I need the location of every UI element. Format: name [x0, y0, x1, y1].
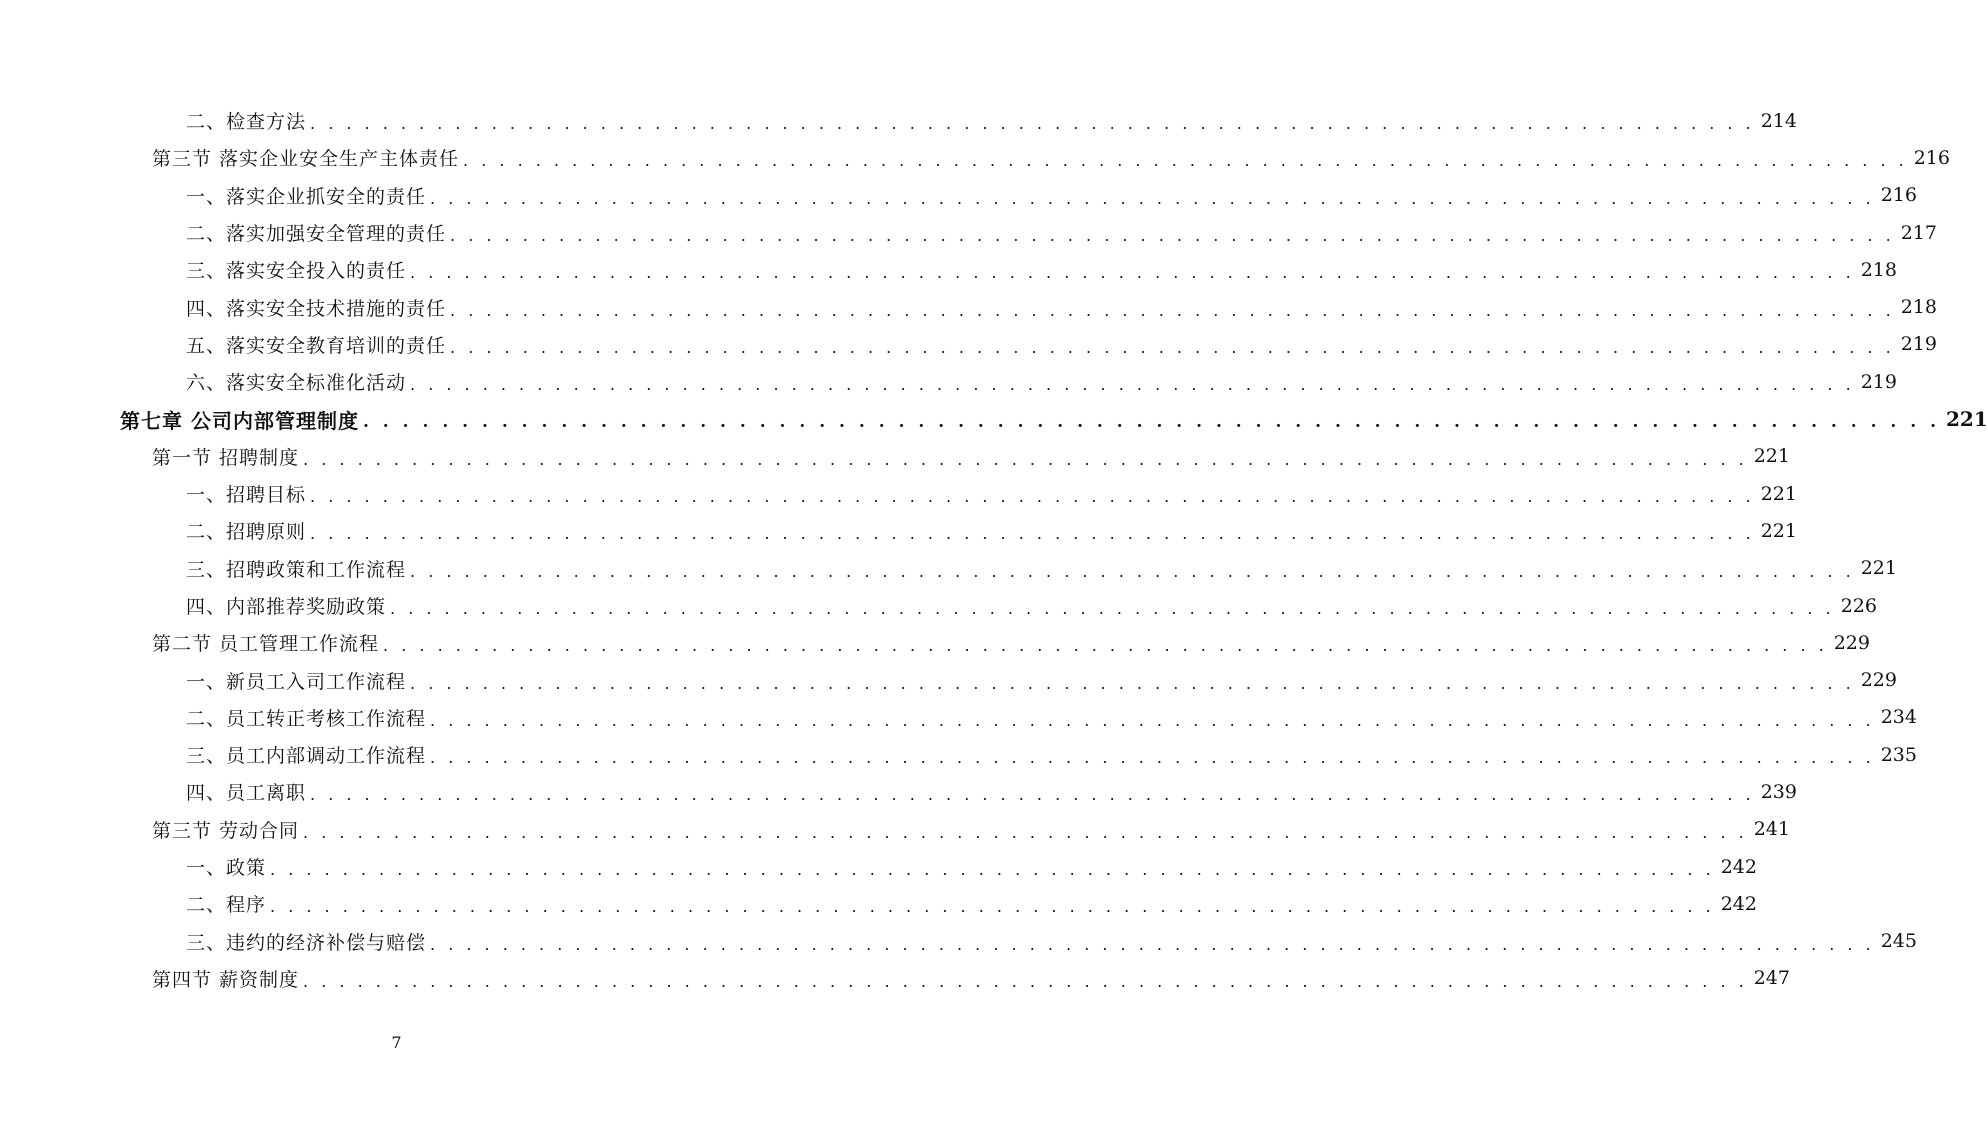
- toc-section-entry[interactable]: [0, 960, 1790, 997]
- toc-subsection-entry[interactable]: [0, 512, 1797, 549]
- toc-subsection-entry[interactable]: [0, 550, 1897, 587]
- toc-entry-page: 221: [1946, 407, 1988, 432]
- toc-entry-title: 一、新员工入司工作流程: [186, 670, 407, 693]
- dot-leader: . . . . . . . . . . . . . . . . . . . . . . . . . . . . . . . . . . . . . . . . . . . . . . . . . . . . . . . . . . . . . . . . . . . . . . . . . . . . . . . .: [463, 151, 1908, 171]
- dot-leader: . . . . . . . . . . . . . . . . . . . . . . . . . . . . . . . . . . . . . . . . . . . . . . . . . . . . . . . . . . . . . . . . . . . . . . . . . . . . . . . .: [362, 412, 1941, 433]
- dot-leader: . . . . . . . . . . . . . . . . . . . . . . . . . . . . . . . . . . . . . . . . . . . . . . . . . . . . . . . . . . . . . . . . . . . . . . . . . . . . . . . .: [430, 934, 1875, 954]
- dot-leader: . . . . . . . . . . . . . . . . . . . . . . . . . . . . . . . . . . . . . . . . . . . . . . . . . . . . . . . . . . . . . . . . . . . . . . . . . . . . . . . .: [410, 375, 1855, 395]
- toc-entry-title: 三、违约的经济补偿与赔偿: [186, 931, 427, 954]
- toc-subsection-entry[interactable]: [0, 699, 1917, 736]
- toc-subsection-entry[interactable]: [0, 661, 1897, 698]
- toc-entry-page: 229: [1833, 631, 1870, 654]
- toc-entry-page: 221: [1860, 557, 1897, 580]
- toc-entry-title: 五、落实安全教育培训的责任: [186, 334, 447, 357]
- toc-subsection-entry[interactable]: [0, 923, 1917, 960]
- dot-leader: . . . . . . . . . . . . . . . . . . . . . . . . . . . . . . . . . . . . . . . . . . . . . . . . . . . . . . . . . . . . . . . . . . . . . . . . . . . . . . . .: [303, 449, 1748, 469]
- toc-entry-title: 第一节 招聘制度: [152, 446, 300, 469]
- dot-leader: . . . . . . . . . . . . . . . . . . . . . . . . . . . . . . . . . . . . . . . . . . . . . . . . . . . . . . . . . . . . . . . . . . . . . . . . . . . . . . . .: [430, 188, 1875, 208]
- toc-subsection-entry[interactable]: [0, 177, 1917, 214]
- toc-entry-page: 221: [1760, 519, 1797, 542]
- toc-entry-title: 四、内部推荐奖励政策: [186, 596, 387, 618]
- toc-section-entry[interactable]: [0, 139, 1950, 176]
- toc-subsection-entry[interactable]: [0, 475, 1797, 512]
- toc-entry-title: 二、落实加强安全管理的责任: [186, 223, 447, 246]
- toc-entry-title: 四、落实安全技术措施的责任: [186, 297, 447, 320]
- toc-subsection-entry[interactable]: [0, 102, 1797, 139]
- toc-subsection-entry[interactable]: [0, 736, 1917, 773]
- toc-subsection-entry[interactable]: [0, 288, 1937, 325]
- toc-entry-title: 第七章 公司内部管理制度: [120, 408, 359, 433]
- dot-leader: . . . . . . . . . . . . . . . . . . . . . . . . . . . . . . . . . . . . . . . . . . . . . . . . . . . . . . . . . . . . . . . . . . . . . . . . . . . . . . . .: [390, 599, 1835, 618]
- toc-entry-page: 216: [1913, 146, 1950, 169]
- toc-entry-title: 二、招聘原则: [186, 521, 307, 544]
- toc-entry-title: 第三节 落实企业安全生产主体责任: [152, 148, 460, 171]
- toc-entry-page: 234: [1880, 706, 1917, 729]
- toc-entry-title: 第三节 劳动合同: [152, 819, 300, 842]
- toc-section-entry[interactable]: [0, 438, 1790, 475]
- dot-leader: . . . . . . . . . . . . . . . . . . . . . . . . . . . . . . . . . . . . . . . . . . . . . . . . . . . . . . . . . . . . . . . . . . . . . . . . . . . . . . . .: [270, 860, 1715, 880]
- toc-entry-page: 235: [1880, 743, 1917, 766]
- dot-leader: . . . . . . . . . . . . . . . . . . . . . . . . . . . . . . . . . . . . . . . . . . . . . . . . . . . . . . . . . . . . . . . . . . . . . . . . . . . . . . . .: [270, 897, 1715, 917]
- dot-leader: . . . . . . . . . . . . . . . . . . . . . . . . . . . . . . . . . . . . . . . . . . . . . . . . . . . . . . . . . . . . . . . . . . . . . . . . . . . . . . . .: [430, 710, 1875, 730]
- toc-entry-page: 226: [1840, 594, 1877, 617]
- toc-entry-page: 218: [1860, 258, 1897, 281]
- toc-entry-title: 一、落实企业抓安全的责任: [186, 185, 427, 208]
- toc-subsection-entry[interactable]: [0, 773, 1797, 810]
- toc-subsection-entry[interactable]: [0, 885, 1757, 922]
- toc-subsection-entry[interactable]: [0, 363, 1897, 400]
- toc-entry-title: 第四节 薪资制度: [152, 968, 300, 991]
- dot-leader: . . . . . . . . . . . . . . . . . . . . . . . . . . . . . . . . . . . . . . . . . . . . . . . . . . . . . . . . . . . . . . . . . . . . . . . . . . . . . . . .: [303, 822, 1748, 842]
- dot-leader: . . . . . . . . . . . . . . . . . . . . . . . . . . . . . . . . . . . . . . . . . . . . . . . . . . . . . . . . . . . . . . . . . . . . . . . . . . . . . . . .: [430, 748, 1875, 768]
- toc-entry-page: 217: [1900, 221, 1937, 244]
- toc-section-entry[interactable]: [0, 811, 1790, 848]
- toc-entry-title: 二、员工转正考核工作流程: [186, 707, 427, 730]
- dot-leader: . . . . . . . . . . . . . . . . . . . . . . . . . . . . . . . . . . . . . . . . . . . . . . . . . . . . . . . . . . . . . . . . . . . . . . . . . . . . . . . .: [303, 971, 1748, 991]
- toc-subsection-entry[interactable]: [0, 848, 1757, 885]
- toc-section-entry[interactable]: [0, 624, 1870, 661]
- dot-leader: . . . . . . . . . . . . . . . . . . . . . . . . . . . . . . . . . . . . . . . . . . . . . . . . . . . . . . . . . . . . . . . . . . . . . . . . . . . . . . . .: [310, 114, 1755, 134]
- dot-leader: . . . . . . . . . . . . . . . . . . . . . . . . . . . . . . . . . . . . . . . . . . . . . . . . . . . . . . . . . . . . . . . . . . . . . . . . . . . . . . . .: [450, 226, 1895, 246]
- toc-entry-title: 二、检查方法: [186, 111, 307, 134]
- toc-entry-page: 219: [1860, 370, 1897, 393]
- toc-entry-page: 241: [1753, 818, 1790, 841]
- toc-subsection-entry[interactable]: [0, 587, 1877, 624]
- dot-leader: . . . . . . . . . . . . . . . . . . . . . . . . . . . . . . . . . . . . . . . . . . . . . . . . . . . . . . . . . . . . . . . . . . . . . . . . . . . . . . . .: [410, 263, 1855, 283]
- dot-leader: . . . . . . . . . . . . . . . . . . . . . . . . . . . . . . . . . . . . . . . . . . . . . . . . . . . . . . . . . . . . . . . . . . . . . . . . . . . . . . . .: [410, 673, 1855, 693]
- toc-chapter-entry[interactable]: [0, 400, 1988, 437]
- toc-entry-page: 219: [1900, 333, 1937, 356]
- toc-entry-title: 第二节 员工管理工作流程: [152, 633, 380, 656]
- toc-entry-page: 242: [1720, 855, 1757, 878]
- dot-leader: . . . . . . . . . . . . . . . . . . . . . . . . . . . . . . . . . . . . . . . . . . . . . . . . . . . . . . . . . . . . . . . . . . . . . . . . . . . . . . . .: [310, 785, 1755, 805]
- toc-entry-page: 218: [1900, 296, 1937, 319]
- dot-leader: . . . . . . . . . . . . . . . . . . . . . . . . . . . . . . . . . . . . . . . . . . . . . . . . . . . . . . . . . . . . . . . . . . . . . . . . . . . . . . . .: [450, 337, 1895, 357]
- toc-entry-page: 221: [1753, 445, 1790, 468]
- toc-entry-page: 242: [1720, 892, 1757, 915]
- toc-subsection-entry[interactable]: [0, 326, 1937, 363]
- toc-subsection-entry[interactable]: [0, 214, 1937, 251]
- dot-leader: . . . . . . . . . . . . . . . . . . . . . . . . . . . . . . . . . . . . . . . . . . . . . . . . . . . . . . . . . . . . . . . . . . . . . . . . . . . . . . . .: [410, 561, 1855, 581]
- toc-entry-page: 245: [1880, 930, 1917, 953]
- toc-entry-page: 229: [1860, 669, 1897, 692]
- toc-entry-title: 四、员工离职: [186, 782, 307, 805]
- toc-entry-title: 一、招聘目标: [186, 484, 307, 507]
- toc-entry-page: 214: [1760, 109, 1797, 132]
- table-of-contents: [0, 102, 1988, 997]
- toc-entry-page: 239: [1760, 780, 1797, 803]
- toc-entry-title: 二、程序: [186, 894, 267, 917]
- toc-entry-title: 六、落实安全标准化活动: [186, 372, 407, 395]
- toc-entry-page: 216: [1880, 184, 1917, 207]
- toc-entry-title: 三、员工内部调动工作流程: [186, 745, 427, 768]
- page-number: 7: [391, 1033, 402, 1052]
- toc-entry-title: 三、招聘政策和工作流程: [186, 558, 407, 581]
- toc-subsection-entry[interactable]: [0, 251, 1897, 288]
- dot-leader: . . . . . . . . . . . . . . . . . . . . . . . . . . . . . . . . . . . . . . . . . . . . . . . . . . . . . . . . . . . . . . . . . . . . . . . . . . . . . . . .: [450, 300, 1895, 320]
- toc-entry-title: 三、落实安全投入的责任: [186, 260, 407, 283]
- dot-leader: . . . . . . . . . . . . . . . . . . . . . . . . . . . . . . . . . . . . . . . . . . . . . . . . . . . . . . . . . . . . . . . . . . . . . . . . . . . . . . . .: [310, 524, 1755, 544]
- toc-entry-page: 247: [1753, 967, 1790, 990]
- dot-leader: . . . . . . . . . . . . . . . . . . . . . . . . . . . . . . . . . . . . . . . . . . . . . . . . . . . . . . . . . . . . . . . . . . . . . . . . . . . . . . . .: [383, 636, 1828, 656]
- dot-leader: . . . . . . . . . . . . . . . . . . . . . . . . . . . . . . . . . . . . . . . . . . . . . . . . . . . . . . . . . . . . . . . . . . . . . . . . . . . . . . . .: [310, 487, 1755, 507]
- toc-entry-page: 221: [1760, 482, 1797, 505]
- toc-entry-title: 一、政策: [186, 857, 267, 880]
